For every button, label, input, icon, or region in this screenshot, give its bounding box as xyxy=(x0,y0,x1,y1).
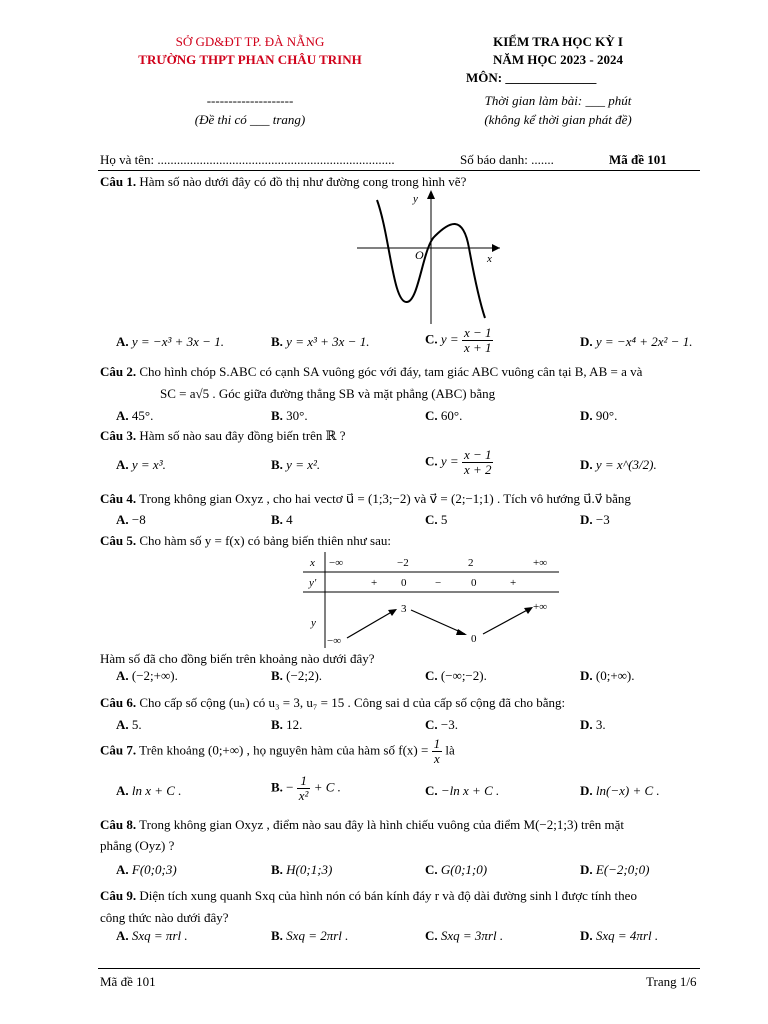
question-6: Câu 6. Cho cấp số cộng (uₙ) có u₃ = 3, u₇ = 15 . Công sai d của cấp số cộng đã cho bằng: xyxy=(100,695,566,710)
cell-x: x xyxy=(310,557,315,569)
school-year: NĂM HỌC 2023 - 2024 xyxy=(493,52,623,67)
question-1: Câu 1. Hàm số nào dưới đây có đồ thị như đường cong trong hình vẽ? xyxy=(100,174,467,189)
cell-y: +∞ xyxy=(533,601,548,613)
q6-option-d[interactable]: D. 3. xyxy=(580,717,606,732)
q3-option-b[interactable]: B. y = x². xyxy=(271,457,321,472)
decrease-arrow-icon xyxy=(411,610,465,634)
q1-option-a[interactable]: A. y = −x³ + 3x − 1. xyxy=(116,334,224,349)
q1-option-c[interactable]: C. y = $\frac{x - 1}{x + 1}$ xyxy=(425,325,492,355)
q2-option-b[interactable]: B. 30°. xyxy=(271,408,308,423)
x-axis-arrow-icon xyxy=(492,244,500,252)
cell-y1: y' xyxy=(309,577,317,589)
question-9: Câu 9. Diện tích xung quanh Sxq của hình nón có bán kính đáy r và độ dài đường sinh l được tính theo xyxy=(100,888,637,903)
q5-option-a[interactable]: A. (−2;+∞). xyxy=(116,668,178,683)
q7-option-c[interactable]: C. −ln x + C . xyxy=(425,783,500,798)
cell-y1: − xyxy=(435,577,442,589)
q4-option-a[interactable]: A. −8 xyxy=(116,512,146,527)
q4-option-d[interactable]: D. −3 xyxy=(580,512,610,527)
question-4: Câu 4. Trong không gian Oxyz , cho hai vectơ u⃗ = (1;3;−2) và v⃗ = (2;−1;1) . Tích vô hướng u⃗.v⃗ bằng xyxy=(100,491,631,506)
q7-option-d[interactable]: D. ln(−x) + C . xyxy=(580,783,660,798)
q4-option-c[interactable]: C. 5 xyxy=(425,512,448,527)
cell-x: 2 xyxy=(468,557,474,569)
q1-graph xyxy=(355,186,505,326)
q8-option-a[interactable]: A. F(0;0;3) xyxy=(116,862,177,877)
question-5-prompt: Hàm số đã cho đồng biến trên khoảng nào dưới đây? xyxy=(100,651,375,666)
q9-option-c[interactable]: C. Sxq = 3πrl . xyxy=(425,928,504,943)
q6-option-b[interactable]: B. 12. xyxy=(271,717,303,732)
cell-y1: + xyxy=(371,577,378,589)
student-name-field[interactable]: Họ và tên: ......................................................................... xyxy=(100,152,395,167)
x-label: x xyxy=(487,253,492,265)
q5-option-c[interactable]: C. (−∞;−2). xyxy=(425,668,487,683)
cell-y1: 0 xyxy=(401,577,407,589)
q8-option-b[interactable]: B. H(0;1;3) xyxy=(271,862,333,877)
page-number: Trang 1/6 xyxy=(646,974,697,989)
question-2-line2: SC = a√5 . Góc giữa đường thẳng SB và mặt phẳng (ABC) bằng xyxy=(160,386,496,401)
q1-option-d[interactable]: D. y = −x⁴ + 2x² − 1. xyxy=(580,334,693,349)
candidate-number-field[interactable]: Số báo danh: ....... xyxy=(460,152,554,167)
footer-exam-code: Mã đề 101 xyxy=(100,974,156,989)
time-allowed: Thời gian làm bài: ___ phút xyxy=(484,93,632,108)
q8-option-d[interactable]: D. E(−2;0;0) xyxy=(580,862,650,877)
separator-dashes: -------------------- xyxy=(206,93,294,108)
q1-option-b[interactable]: B. y = x³ + 3x − 1. xyxy=(271,334,370,349)
subject-line: MÔN: ______________ xyxy=(466,70,597,85)
exam-title: KIỂM TRA HỌC KỲ I xyxy=(493,34,623,49)
cell-y1: 0 xyxy=(471,577,477,589)
q3-option-c[interactable]: C. y = $\frac{x - 1}{x + 2}$ xyxy=(425,447,492,477)
q6-option-a[interactable]: A. 5. xyxy=(116,717,142,732)
q2-option-a[interactable]: A. 45°. xyxy=(116,408,154,423)
cell-y1: + xyxy=(510,577,517,589)
cell-y: 3 xyxy=(401,603,407,615)
y-label: y xyxy=(413,193,418,205)
origin-label: O xyxy=(415,248,424,262)
cell-x: −∞ xyxy=(329,557,344,569)
q9-option-d[interactable]: D. Sxq = 4πrl . xyxy=(580,928,659,943)
school-name: TRƯỜNG THPT PHAN CHÂU TRINH xyxy=(138,52,362,67)
cell-y: 0 xyxy=(471,633,477,645)
time-note: (không kể thời gian phát đề) xyxy=(484,112,632,127)
q5-option-d[interactable]: D. (0;+∞). xyxy=(580,668,635,683)
exam-code: Mã đề 101 xyxy=(609,152,667,167)
question-7: Câu 7. Trên khoảng (0;+∞) , họ nguyên hàm của hàm số f(x) = $\frac{1}{x}$ là xyxy=(100,736,455,766)
question-9-line2: công thức nào dưới đây? xyxy=(100,910,229,925)
q5-option-b[interactable]: B. (−2;2). xyxy=(271,668,323,683)
question-5: Câu 5. Cho hàm số y = f(x) có bảng biến thiên như sau: xyxy=(100,533,391,548)
q9-option-b[interactable]: B. Sxq = 2πrl . xyxy=(271,928,349,943)
arrowhead-icon xyxy=(388,609,397,616)
cell-y: −∞ xyxy=(327,635,342,647)
question-3: Câu 3. Hàm số nào sau đây đồng biến trên ℝ ? xyxy=(100,428,346,443)
q2-option-d[interactable]: D. 90°. xyxy=(580,408,618,423)
question-8-line2: phẳng (Oyz) ? xyxy=(100,838,175,853)
q9-option-a[interactable]: A. Sxq = πrl . xyxy=(116,928,188,943)
increase-arrow-icon xyxy=(483,608,531,634)
q8-option-c[interactable]: C. G(0;1;0) xyxy=(425,862,488,877)
q6-option-c[interactable]: C. −3. xyxy=(425,717,458,732)
q3-option-d[interactable]: D. y = x^(3/2). xyxy=(580,457,657,472)
department-name: SỞ GD&ĐT TP. ĐÀ NẴNG xyxy=(175,34,325,49)
increase-arrow-icon xyxy=(347,610,395,638)
cell-y: y xyxy=(311,617,316,629)
q2-option-c[interactable]: C. 60°. xyxy=(425,408,463,423)
cell-x: +∞ xyxy=(533,557,548,569)
q3-option-a[interactable]: A. y = x³. xyxy=(116,457,166,472)
header-divider xyxy=(98,170,700,171)
arrowhead-icon xyxy=(456,629,467,635)
question-2: Câu 2. Cho hình chóp S.ABC có cạnh SA vuông góc với đáy, tam giác ABC vuông cân tại B, AB = a và xyxy=(100,364,643,379)
q7-option-a[interactable]: A. ln x + C . xyxy=(116,783,182,798)
cell-x: −2 xyxy=(397,557,409,569)
footer-divider xyxy=(98,968,700,969)
q4-option-b[interactable]: B. 4 xyxy=(271,512,293,527)
page-count: (Đề thi có ___ trang) xyxy=(194,112,306,127)
variation-table xyxy=(303,552,559,648)
question-8: Câu 8. Trong không gian Oxyz , điểm nào sau đây là hình chiếu vuông của điểm M(−2;1;3) trên mặt xyxy=(100,817,625,832)
q7-option-b[interactable]: B. − $\frac{1}{\text{x²}}$ + C . xyxy=(271,773,341,803)
y-axis-arrow-icon xyxy=(427,190,435,199)
